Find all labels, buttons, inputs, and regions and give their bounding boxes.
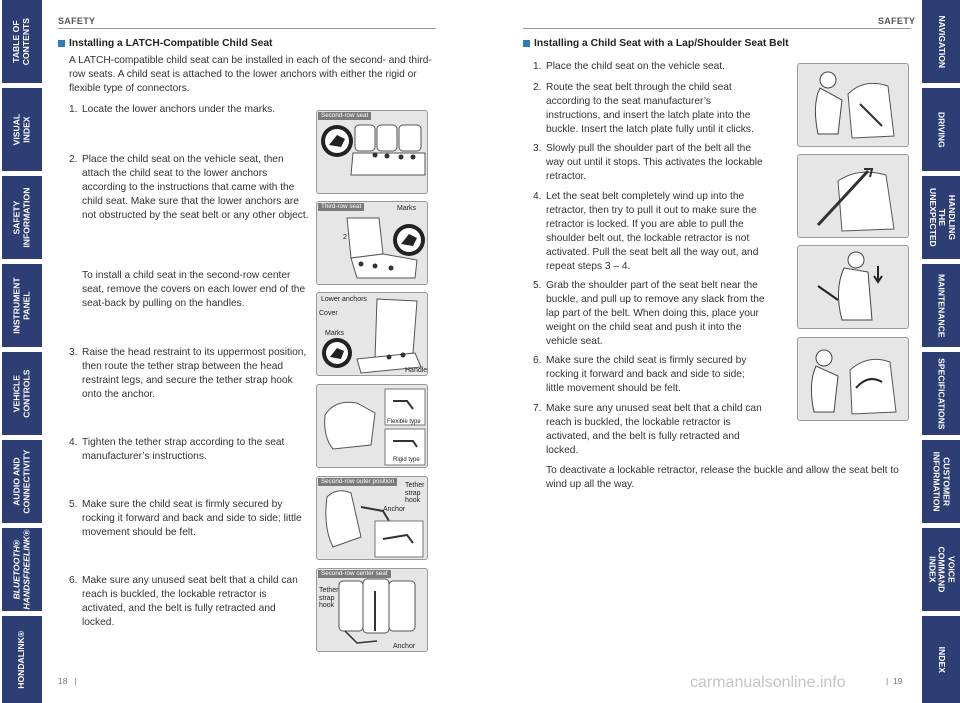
- page-number: 19: [892, 676, 903, 686]
- left-header-rule: [58, 28, 436, 29]
- figure-label-cover: Cover: [319, 310, 338, 317]
- tab-navigation[interactable]: [922, 0, 960, 83]
- tab-vehicle-controls[interactable]: [2, 352, 42, 435]
- figure-remove-slack: [797, 245, 909, 329]
- left-step-4: [69, 436, 309, 464]
- right-step-7: [533, 402, 765, 458]
- third-row-seat-illustration: [317, 202, 428, 285]
- figure-label-marks: Marks: [397, 205, 417, 212]
- step-number: 1.: [533, 61, 542, 72]
- left-step-5: [69, 498, 309, 540]
- tab-table-of-contents[interactable]: [2, 0, 42, 83]
- step-number: 3.: [69, 347, 78, 358]
- figure-label-marks: Marks: [325, 330, 345, 337]
- tab-label: INDEX: [936, 646, 947, 673]
- tab-safety-information[interactable]: [2, 176, 42, 259]
- left-page-number: [58, 676, 77, 686]
- step-text: Locate the lower anchors under the marks.: [82, 104, 276, 115]
- tab-visual-index[interactable]: [2, 88, 42, 171]
- figure-label-anchor: Anchor: [383, 506, 406, 513]
- tab-hondalink[interactable]: [2, 616, 42, 703]
- figure-label-number: 2: [343, 234, 347, 241]
- step-text: Make sure the child seat is firmly secured by rocking it forward and back and side to side; little movement should be felt.: [546, 355, 747, 394]
- figure-tether-center: [316, 568, 428, 652]
- step-number: 7.: [533, 403, 542, 414]
- right-closing-note: To deactivate a lockable retractor, release the buckle and allow the seat belt to wind up all the way.: [546, 465, 899, 490]
- figure-rock-seat: [797, 337, 909, 421]
- figure-label-lower-anchors: Lower anchors: [321, 296, 367, 303]
- tab-label: TABLE OF CONTENTS: [11, 17, 32, 66]
- left-tab-column: [0, 0, 48, 703]
- pull-belt-illustration: [798, 155, 909, 238]
- step-number: 2.: [69, 154, 78, 165]
- tab-maintenance[interactable]: [922, 264, 960, 347]
- right-section-title: [523, 38, 789, 49]
- tab-label: DRIVING: [936, 111, 947, 148]
- step-text: Raise the head restraint to its uppermost position, then route the tether strap between the head restraint legs, and secure the tether strap hook onto the anchor.: [82, 347, 307, 400]
- left-intro: A LATCH-compatible child seat can be installed in each of the second- and third-row seats. A child seat is attached to the lower anchors with either the rigid or flexible type of connectors.: [69, 55, 432, 94]
- step-text: Route the seat belt through the child seat according to the seat manufacturer’s instructions, and insert the latch plate into the buckle. Insert the latch plate fully until it clicks.: [546, 82, 754, 135]
- tab-label: CUSTOMER INFORMATION: [932, 451, 952, 512]
- step-text: Grab the shoulder part of the seat belt near the buckle, and pull up to remove any slack from the lap part of the belt. When doing this, place your weight on the child seat and push it into the vehicle seat.: [546, 280, 765, 347]
- tab-label: SPECIFICATIONS: [936, 357, 947, 430]
- figure-caption: Second-row outer position: [318, 478, 397, 486]
- right-section-title-text: Installing a Child Seat with a Lap/Shoulder Seat Belt: [534, 38, 789, 49]
- left-step-2-note: [69, 269, 309, 311]
- right-step-3: [533, 142, 765, 184]
- step-number: 1.: [69, 104, 78, 115]
- figure-caption: Second-row seat: [318, 112, 371, 120]
- step-text: Let the seat belt completely wind up into the retractor, then try to pull it out to make sure the retractor is locked. If you are able to pull the shoulder belt out, the lockable retractor is not activated. Pull the seat belt all the way out, and repeat steps 3 – 4.: [546, 191, 759, 272]
- tab-label: HANDLING THE UNEXPECTED: [927, 188, 957, 247]
- left-step-2: [69, 153, 309, 223]
- right-step-6: [533, 354, 765, 396]
- tab-label: VOICE COMMAND INDEX: [927, 546, 957, 593]
- figure-caption: Second-row center seat: [318, 570, 391, 578]
- section-marker-icon: [523, 40, 530, 47]
- figure-connector-types: [316, 384, 428, 468]
- step-number: 6.: [69, 575, 78, 586]
- step-number: 5.: [69, 499, 78, 510]
- tab-label: INSTRUMENT PANEL: [11, 277, 31, 334]
- tab-label: NAVIGATION: [936, 15, 947, 68]
- figure-route-belt: [797, 63, 909, 147]
- tab-label: HONDALINK®: [16, 630, 27, 689]
- left-step-6: [69, 574, 309, 630]
- figure-pull-belt: [797, 154, 909, 238]
- step-number: 6.: [533, 355, 542, 366]
- second-row-seat-illustration: [317, 111, 428, 194]
- right-page-number: [886, 676, 902, 686]
- tab-audio-connectivity[interactable]: [2, 440, 42, 523]
- left-section-title-text: Installing a LATCH-Compatible Child Seat: [69, 38, 273, 49]
- tab-handling-unexpected[interactable]: [922, 176, 960, 259]
- tab-specifications[interactable]: [922, 352, 960, 435]
- route-belt-illustration: [798, 64, 909, 147]
- figure-caption: Third-row seat: [318, 203, 364, 211]
- right-step-4: [533, 190, 765, 273]
- right-tab-column: [922, 0, 960, 703]
- tether-center-illustration: [317, 569, 428, 652]
- step-text: Make sure any unused seat belt that a child can reach is buckled, the lockable retractor is activated, and the belt is fully retracted and locked.: [546, 403, 762, 456]
- watermark: carmanualsonline.info: [690, 674, 846, 691]
- tab-instrument-panel[interactable]: [2, 264, 42, 347]
- tab-label: BLUETOOTH® HANDSFREELINK®: [11, 529, 32, 610]
- figure-second-row-seat: [316, 110, 428, 194]
- step-text: To install a child seat in the second-row center seat, remove the covers on each lower end of the seat-back by pulling on the handles.: [82, 270, 306, 309]
- right-header-rule: [523, 28, 911, 29]
- figure-label-tether-strap-hook: Tether strap hook: [319, 587, 339, 609]
- step-text: Tighten the tether strap according to the seat manufacturer’s instructions.: [82, 437, 285, 462]
- tab-label: MAINTENANCE: [936, 273, 947, 338]
- tab-voice-command-index[interactable]: [922, 528, 960, 611]
- right-running-header: SAFETY: [878, 16, 916, 26]
- page-number: 18: [58, 676, 68, 686]
- right-step-1: [533, 60, 783, 74]
- step-number: 4.: [533, 191, 542, 202]
- tab-label: VISUAL INDEX: [11, 113, 31, 146]
- connector-types-illustration: [317, 385, 428, 468]
- section-marker-icon: [58, 40, 65, 47]
- page-separator: |: [74, 676, 77, 686]
- figure-label-tether-strap-hook: Tether strap hook: [405, 482, 425, 504]
- remove-slack-illustration: [798, 246, 909, 329]
- left-running-header: SAFETY: [58, 16, 96, 26]
- step-number: 2.: [533, 82, 542, 93]
- tab-label: AUDIO AND CONNECTIVITY: [11, 449, 32, 514]
- tab-customer-information[interactable]: [922, 440, 960, 523]
- left-section-title: [58, 38, 272, 49]
- tab-label: VEHICLE CONTROLS: [11, 369, 31, 418]
- figure-label-handle: Handle: [405, 367, 428, 374]
- tab-driving[interactable]: [922, 88, 960, 171]
- page-separator: |: [886, 676, 889, 686]
- tab-bluetooth-handsfreelink[interactable]: [2, 528, 42, 611]
- step-number: 4.: [69, 437, 78, 448]
- rock-seat-illustration: [798, 338, 909, 421]
- figure-label-anchor: Anchor: [393, 643, 416, 650]
- step-text: Make sure any unused seat belt that a child can reach is buckled, the lockable retractor is activated, and the belt is fully retracted and locked.: [82, 575, 298, 628]
- right-step-5: [533, 279, 765, 349]
- figure-label-flexible-type: Flexible type: [387, 419, 421, 425]
- tab-index[interactable]: [922, 616, 960, 703]
- figure-third-row-seat: [316, 201, 428, 285]
- step-text: Place the child seat on the vehicle seat.: [546, 61, 725, 72]
- figure-tether-outer: [316, 476, 428, 560]
- tab-label: SAFETY INFORMATION: [11, 187, 31, 248]
- right-step-2: [533, 81, 765, 137]
- step-text: Slowly pull the shoulder part of the belt all the way out until it stops. This activates the lockable retractor.: [546, 143, 763, 182]
- step-text: Make sure the child seat is firmly secured by rocking it forward and back and side to side; little movement should be felt.: [82, 499, 302, 538]
- figure-lower-anchors: [316, 292, 428, 376]
- step-text: Place the child seat on the vehicle seat, then attach the child seat to the lower anchors according to the instructions that came with the child seat. Make sure that the lower anchors are not obstructed by the seat belt or any other object.: [82, 154, 309, 221]
- left-step-3: [69, 346, 313, 402]
- figure-label-rigid-type: Rigid type: [393, 457, 420, 463]
- left-step-1: [69, 103, 309, 117]
- step-number: 3.: [533, 143, 542, 154]
- step-number: 5.: [533, 280, 542, 291]
